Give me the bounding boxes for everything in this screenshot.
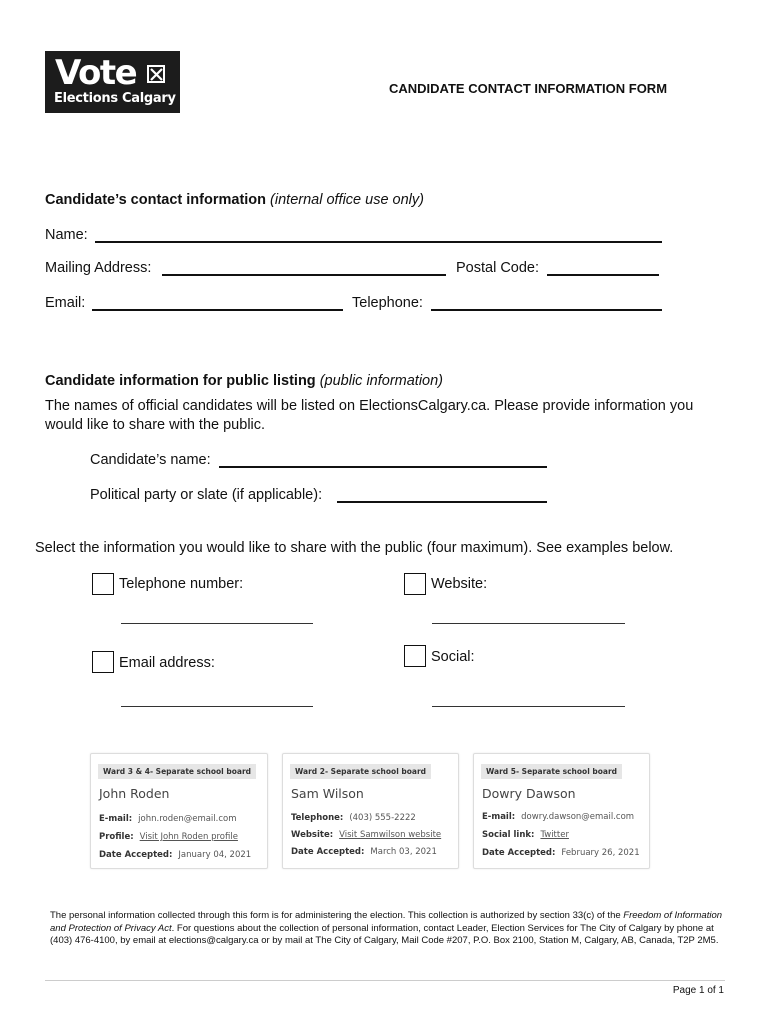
public-heading-note: (public information) xyxy=(319,373,444,389)
elections-calgary-logo xyxy=(45,51,180,113)
card-row-label: Date Accepted: xyxy=(482,848,556,858)
candidate-name-field[interactable] xyxy=(219,466,547,468)
page-number: Page 1 of 1 xyxy=(672,985,724,996)
name-label: Name: xyxy=(45,227,88,243)
example-card xyxy=(90,753,268,869)
name-field[interactable] xyxy=(95,241,662,243)
email-field[interactable] xyxy=(92,309,343,311)
mailing-address-field[interactable] xyxy=(162,274,446,276)
card-row-value: January 04, 2021 xyxy=(178,850,252,860)
postal-code-field[interactable] xyxy=(547,274,659,276)
card-row-label: Date Accepted: xyxy=(99,850,173,860)
public-intro: The names of official candidates will be listed on ElectionsCalgary.ca. Please provide information you would like to share with the public. xyxy=(45,398,694,433)
select-instructions: Select the information you would like to share with the public (four maximum). See examples below. xyxy=(35,540,674,556)
ballot-x-icon xyxy=(147,65,165,83)
telephone-option-line[interactable] xyxy=(121,623,313,624)
card-row xyxy=(482,848,640,858)
card-candidate-name: Sam Wilson xyxy=(291,786,364,801)
form-title: CANDIDATE CONTACT INFORMATION FORM xyxy=(389,81,668,96)
card-row-label: Profile: xyxy=(99,832,134,842)
example-card xyxy=(282,753,459,869)
telephone-option-label: Telephone number: xyxy=(119,576,244,592)
email-option-line[interactable] xyxy=(121,706,313,707)
logo-word: Vote xyxy=(55,53,137,93)
mailing-address-label: Mailing Address: xyxy=(45,260,152,276)
email-label: Email: xyxy=(45,295,86,311)
contact-heading-note: (internal office use only) xyxy=(270,192,424,208)
card-row-link[interactable]: Visit John Roden profile xyxy=(139,832,238,842)
party-field[interactable] xyxy=(337,501,547,503)
footer-divider xyxy=(45,980,725,981)
social-option-label: Social: xyxy=(431,649,475,665)
card-row-label: Date Accepted: xyxy=(291,847,365,857)
website-option-line[interactable] xyxy=(432,623,625,624)
example-card xyxy=(473,753,650,869)
card-row xyxy=(99,850,251,860)
card-row xyxy=(482,830,569,840)
card-row-label: E-mail: xyxy=(99,814,133,824)
email-option-label: Email address: xyxy=(119,655,215,671)
ward-badge: Ward 5- Separate school board xyxy=(481,764,622,779)
card-row xyxy=(291,830,441,840)
telephone-field[interactable] xyxy=(431,309,662,311)
card-row xyxy=(291,847,437,857)
public-heading-text: Candidate information for public listing xyxy=(45,373,316,389)
card-row-value: john.roden@email.com xyxy=(138,814,237,824)
social-option-line[interactable] xyxy=(432,706,625,707)
privacy-text-a: The personal information collected through this form is for administering the election. This collection is authorized by section 33(c) of the xyxy=(50,910,624,921)
privacy-act-name: Freedom of Information and Protection of Privacy Act xyxy=(50,910,723,934)
public-section-heading xyxy=(45,373,443,389)
card-row-label: E-mail: xyxy=(482,812,516,822)
card-candidate-name: John Roden xyxy=(99,786,170,801)
email-checkbox[interactable] xyxy=(92,651,114,673)
card-row xyxy=(99,814,237,824)
card-row-value: (403) 555-2222 xyxy=(349,813,416,823)
privacy-notice xyxy=(50,910,725,948)
telephone-checkbox[interactable] xyxy=(92,573,114,595)
card-row-value: dowry.dawson@email.com xyxy=(521,812,635,822)
card-row-link[interactable]: Visit Samwilson website xyxy=(339,830,442,840)
card-candidate-name: Dowry Dawson xyxy=(482,786,576,801)
website-option-label: Website: xyxy=(431,576,488,592)
card-row xyxy=(482,812,634,822)
candidate-name-label: Candidate’s name: xyxy=(90,452,211,468)
social-checkbox[interactable] xyxy=(404,645,426,667)
party-label: Political party or slate (if applicable): xyxy=(90,487,323,503)
contact-section-heading xyxy=(45,192,424,208)
card-row-value: March 03, 2021 xyxy=(370,847,437,857)
ward-badge: Ward 3 & 4- Separate school board xyxy=(98,764,256,779)
card-row xyxy=(99,832,238,842)
card-row xyxy=(291,813,416,823)
website-checkbox[interactable] xyxy=(404,573,426,595)
card-row-link[interactable]: Twitter xyxy=(540,830,569,840)
card-row-value: February 26, 2021 xyxy=(561,848,640,858)
card-row-label: Telephone: xyxy=(291,813,344,823)
card-row-label: Website: xyxy=(291,830,334,840)
telephone-label: Telephone: xyxy=(352,295,423,311)
privacy-text-b: . For questions about the collection of personal information, contact Leader, Election Services for The City of Calgary by phone at (403) 476-4100, by email at elections@calgary.ca or by mail at The City of Calgary, Mail Code #207, P.O. Box 2100, Station M, Calgary, AB, Canada, T2P 2M5. xyxy=(50,922,719,946)
ward-badge: Ward 2- Separate school board xyxy=(290,764,431,779)
postal-code-label: Postal Code: xyxy=(456,260,540,276)
logo-subtitle: Elections Calgary xyxy=(54,91,176,106)
card-row-label: Social link: xyxy=(482,830,535,840)
contact-heading-text: Candidate’s contact information xyxy=(45,192,267,208)
